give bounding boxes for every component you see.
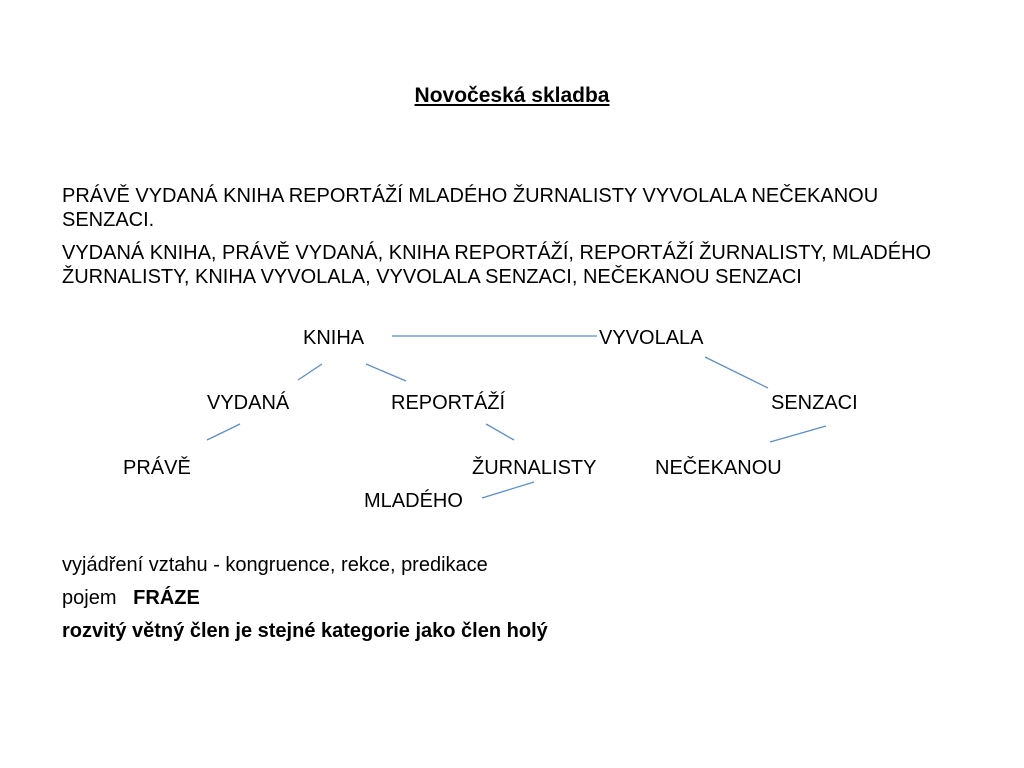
note-term	[62, 586, 200, 610]
node-mladeho: MLADÉHO	[364, 490, 463, 512]
node-prave: PRÁVĚ	[123, 457, 191, 479]
slide-title: Novočeská skladba	[414, 84, 610, 107]
note-rule: rozvitý větný člen je stejné kategorie jako člen holý	[62, 620, 548, 642]
node-kniha: KNIHA	[303, 327, 365, 349]
note-relations: vyjádření vztahu - kongruence, rekce, predikace	[62, 554, 488, 576]
edge-kniha-vydana	[298, 364, 322, 380]
node-senzaci: SENZACI	[771, 392, 858, 414]
node-reportazi: REPORTÁŽÍ	[391, 392, 506, 414]
phrase-list: VYDANÁ KNIHA, PRÁVĚ VYDANÁ, KNIHA REPORTÁŽÍ, REPORTÁŽÍ ŽURNALISTY, MLADÉHO ŽURNALISTY, KNIHA VYVOLALA, VYVOLALA SENZACI, NEČEKANOU SENZACI	[62, 242, 932, 288]
example-sentence: PRÁVĚ VYDANÁ KNIHA REPORTÁŽÍ MLADÉHO ŽURNALISTY VYVOLALA NEČEKANOU SENZACI.	[62, 185, 879, 231]
edge-senzaci-necekanou	[770, 426, 826, 442]
node-zurnalisty: ŽURNALISTY	[472, 457, 597, 479]
note-term-value: FRÁZE	[133, 587, 200, 609]
edge-vydana-prave	[207, 424, 240, 440]
edge-zurnalisty-mladeho	[482, 482, 534, 498]
note-term-prefix: pojem	[62, 587, 117, 609]
node-vydana: VYDANÁ	[207, 392, 290, 414]
edge-vyvolala-senzaci	[705, 357, 768, 388]
node-vyvolala: VYVOLALA	[599, 327, 704, 349]
edge-kniha-reportazi	[366, 364, 406, 381]
edge-reportazi-zurnalisty	[486, 424, 514, 440]
node-necekanou: NEČEKANOU	[655, 457, 782, 479]
